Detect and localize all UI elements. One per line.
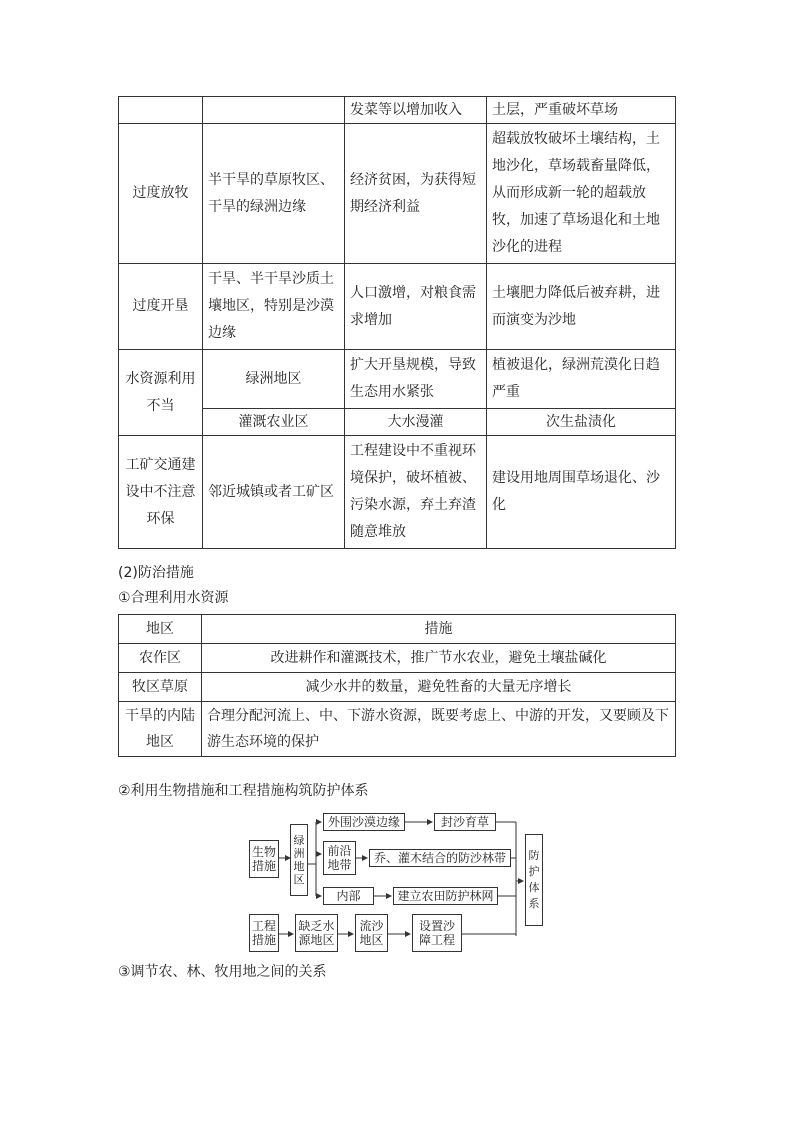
table-cell: 大水漫灌 [345, 409, 487, 436]
table-cell: 过度开垦 [119, 264, 203, 350]
table-cell: 经济贫困，为获得短期经济利益 [345, 124, 487, 264]
table-cell: 干旱、半干旱沙质土壤地区，特别是沙漠边缘 [203, 264, 345, 350]
table-cell: 超载放牧破坏土壤结构，土地沙化，草场载畜量降低，从而形成新一轮的超载放牧，加速了草场退化和土地沙化的进程 [487, 124, 676, 264]
table-cell: 工矿交通建设中不注意环保 [119, 436, 203, 549]
table-cell: 农作区 [119, 644, 202, 673]
table-row [119, 673, 676, 702]
front-zone-node: 前沿地带 [323, 841, 356, 875]
table-cell: 过度放牧 [119, 124, 203, 264]
table-cell: 水资源利用不当 [119, 350, 203, 436]
sand-barrier-node: 设置沙障工程 [412, 914, 462, 952]
table-cell: 灌溉农业区 [203, 409, 345, 436]
table-row [119, 124, 676, 264]
table-cell: 发菜等以增加收入 [345, 97, 487, 124]
water-scarce-area-node: 缺乏水源地区 [295, 914, 338, 952]
table-cell: 植被退化，绿洲荒漠化日趋严重 [487, 350, 676, 409]
table-cell: 土层，严重破坏草场 [487, 97, 676, 124]
subsection-heading: ③调节农、林、牧用地之间的关系 [118, 964, 327, 980]
table-row [119, 409, 676, 436]
table-row [119, 436, 676, 549]
table-cell: 牧区草原 [119, 673, 202, 702]
table-cell: 邻近城镇或者工矿区 [203, 436, 345, 549]
table-cell: 减少水井的数量，避免牲畜的大量无序增长 [202, 673, 676, 702]
inner-zone-node: 内部 [323, 887, 374, 905]
sand-closure-grass-node: 封沙育草 [434, 813, 496, 831]
water-measures-table [118, 614, 676, 757]
biological-measures-node: 生物措施 [249, 840, 279, 878]
table-cell: 次生盐渍化 [487, 409, 676, 436]
table-cell: 干旱的内陆地区 [119, 702, 202, 757]
engineering-measures-node: 工程措施 [249, 914, 279, 952]
table-cell: 改进耕作和灌溉技术，推广节水农业，避免土壤盐碱化 [202, 644, 676, 673]
desertification-causes-table [118, 96, 676, 549]
outer-desert-edge-node: 外围沙漠边缘 [323, 813, 405, 831]
table-header-cell: 措施 [202, 615, 676, 644]
farmland-shelterbelt-node: 建立农田防护林网 [393, 887, 498, 905]
table-cell: 半干旱的草原牧区、干旱的绿洲边缘 [203, 124, 345, 264]
table-cell: 人口激增，对粮食需求增加 [345, 264, 487, 350]
table-cell: 建设用地周围草场退化、沙化 [487, 436, 676, 549]
table-row [119, 702, 676, 757]
quicksand-area-node: 流沙地区 [355, 914, 388, 952]
table-row [119, 644, 676, 673]
table-cell: 工程建设中不重视环境保护，破坏植被、污染水源，弃土弃渣随意堆放 [345, 436, 487, 549]
windbreak-belt-node: 乔、灌木结合的防沙林带 [369, 849, 511, 867]
table-cell: 绿洲地区 [203, 350, 345, 409]
table-header-row [119, 615, 676, 644]
table-row [119, 350, 676, 409]
protection-system-node: 防护体系 [525, 834, 543, 926]
section-heading: (2)防治措施 [118, 565, 194, 581]
table-header-cell: 地区 [119, 615, 202, 644]
table-cell: 扩大开垦规模，导致生态用水紧张 [345, 350, 487, 409]
table-cell: 土壤肥力降低后被弃耕，进而演变为沙地 [487, 264, 676, 350]
table-row [119, 97, 676, 124]
oasis-area-node: 绿洲地区 [290, 824, 308, 896]
table-row [119, 264, 676, 350]
table-cell: 合理分配河流上、中、下游水资源，既要考虑上、中游的开发，又要顾及下游生态环境的保护 [202, 702, 676, 757]
protection-system-diagram [240, 806, 560, 956]
subsection-heading: ①合理利用水资源 [118, 590, 229, 606]
subsection-heading: ②利用生物措施和工程措施构筑防护体系 [118, 783, 369, 799]
